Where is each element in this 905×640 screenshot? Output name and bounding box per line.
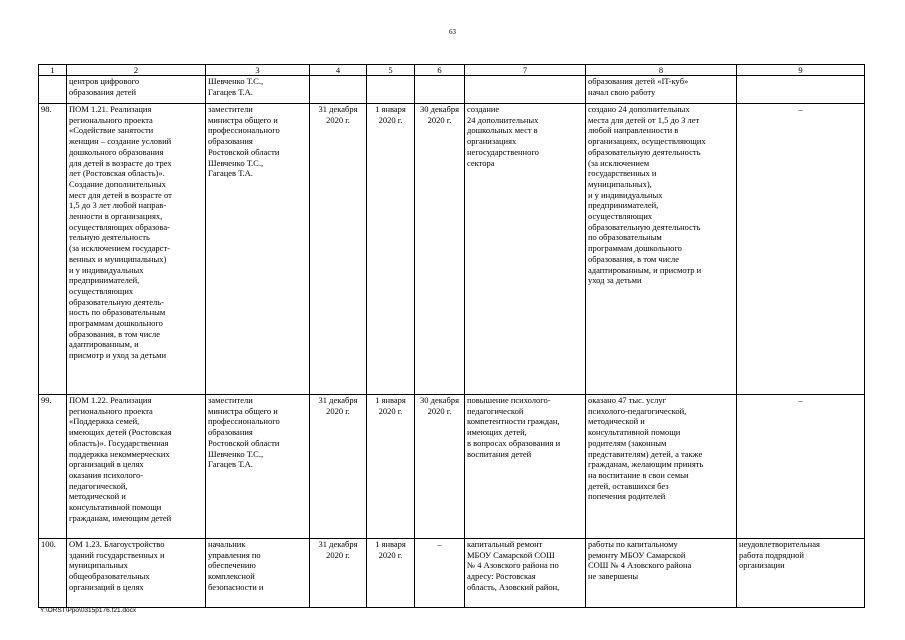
table-row <box>39 104 865 395</box>
planned-result-cell: создание 24 дополнительных дошкольных мест в организациях негосударственного сектора <box>465 104 586 395</box>
planned-result-cell: капитальный ремонт МБОУ Самарской СОШ № 4 Азовского района по адресу: Ростовская область, Азовский район, <box>465 539 586 608</box>
responsible-cell: начальник управления по обеспечению комплексной безопасности и <box>206 539 310 608</box>
actual-start-cell: 1 января 2020 г. <box>367 395 415 539</box>
actual-result-cell: создано 24 дополнительных места для детей от 1,5 до 3 лет любой направленности в организациях, осуществляющих образовательную деятельность (за исключением государственных и муниципальных), и у индивидуальных предпринимателей, осуществляющих образовательную деятельность по образовательным программам дошкольного образования, в том числе адаптированным, и присмотр и уход за детьми <box>586 104 737 395</box>
responsible-cell: заместители министра общего и профессионального образования Ростовской области Шевченко Т.С., Гагацев Т.А. <box>206 104 310 395</box>
report-table <box>38 64 865 608</box>
reasons-cell <box>737 76 865 104</box>
responsible-cell: заместители министра общего и профессионального образования Ростовской области Шевченко Т.С., Гагацев Т.А. <box>206 395 310 539</box>
planned-result-cell: повышение психолого- педагогической компетентности граждан, имеющих детей, в вопросах образования и воспитания детей <box>465 395 586 539</box>
page-number: 63 <box>449 28 456 36</box>
footer-file-path: Y:\ORST\Ppo\0315p176.f21.docx <box>40 607 137 614</box>
reasons-cell: неудовлетворительная работа подрядной организации <box>737 539 865 608</box>
column-header: 7 <box>465 65 586 76</box>
row-number <box>39 76 67 104</box>
column-header: 8 <box>586 65 737 76</box>
column-header: 3 <box>206 65 310 76</box>
actual-end-cell: – <box>415 539 465 608</box>
table-row <box>39 539 865 608</box>
actual-result-cell: образования детей «IT-куб» начал свою работу <box>586 76 737 104</box>
planned-end-cell: 31 декабря 2020 г. <box>310 104 367 395</box>
row-number: 99. <box>39 395 67 539</box>
column-header: 5 <box>367 65 415 76</box>
reasons-cell: – <box>737 104 865 395</box>
measure-name-cell: ПОМ 1.22. Реализация регионального проекта «Поддержка семей, имеющих детей (Ростовская область)». Государственная поддержка некоммерческих организаций в целях оказания психолого- педагогической, методической и консультативной помощи гражданам, имеющим детей <box>67 395 206 539</box>
column-header: 4 <box>310 65 367 76</box>
measure-name-cell: центров цифрового образования детей <box>67 76 206 104</box>
row-number: 100. <box>39 539 67 608</box>
reasons-cell: – <box>737 395 865 539</box>
actual-start-cell: 1 января 2020 г. <box>367 539 415 608</box>
column-header: 1 <box>39 65 67 76</box>
planned-result-cell <box>465 76 586 104</box>
planned-end-cell: 31 декабря 2020 г. <box>310 539 367 608</box>
actual-end-cell <box>415 76 465 104</box>
actual-end-cell: 30 декабря 2020 г. <box>415 104 465 395</box>
actual-result-cell: работы по капитальному ремонту МБОУ Самарской СОШ № 4 Азовского района не завершены <box>586 539 737 608</box>
planned-end-cell: 31 декабря 2020 г. <box>310 395 367 539</box>
actual-end-cell: 30 декабря 2020 г. <box>415 395 465 539</box>
actual-start-cell <box>367 76 415 104</box>
responsible-cell: Шевченко Т.С., Гагацев Т.А. <box>206 76 310 104</box>
table-row <box>39 395 865 539</box>
table-row <box>39 76 865 104</box>
row-number: 98. <box>39 104 67 395</box>
measure-name-cell: ОМ 1.23. Благоустройство зданий государственных и муниципальных общеобразовательных организаций в целях <box>67 539 206 608</box>
planned-end-cell <box>310 76 367 104</box>
header-row <box>39 65 865 76</box>
column-header: 6 <box>415 65 465 76</box>
measure-name-cell: ПОМ 1.21. Реализация регионального проекта «Содействие занятости женщин – создание условий дошкольного образования для детей в возрасте до трех лет (Ростовская область)». Создание дополнительных мест для детей в возрасте от 1,5 до 3 лет любой направ- ленности в организациях, осуществляющих образова- тельную деятельность (за исключением государст- венных и муниципальных) и у индивидуальных предпринимателей, осуществляющих образовательную деятель- ность по образовательным программам дошкольного образования, в том числе адаптированным, и присмотр и уход за детьми <box>67 104 206 395</box>
actual-result-cell: оказано 47 тыс. услуг психолого-педагогической, методической и консультативной помощи родителям (законным представителям) детей, а также гражданам, желающим принять на воспитание в свои семьи детей, оставшихся без попечения родителей <box>586 395 737 539</box>
column-header: 2 <box>67 65 206 76</box>
column-header: 9 <box>737 65 865 76</box>
actual-start-cell: 1 января 2020 г. <box>367 104 415 395</box>
